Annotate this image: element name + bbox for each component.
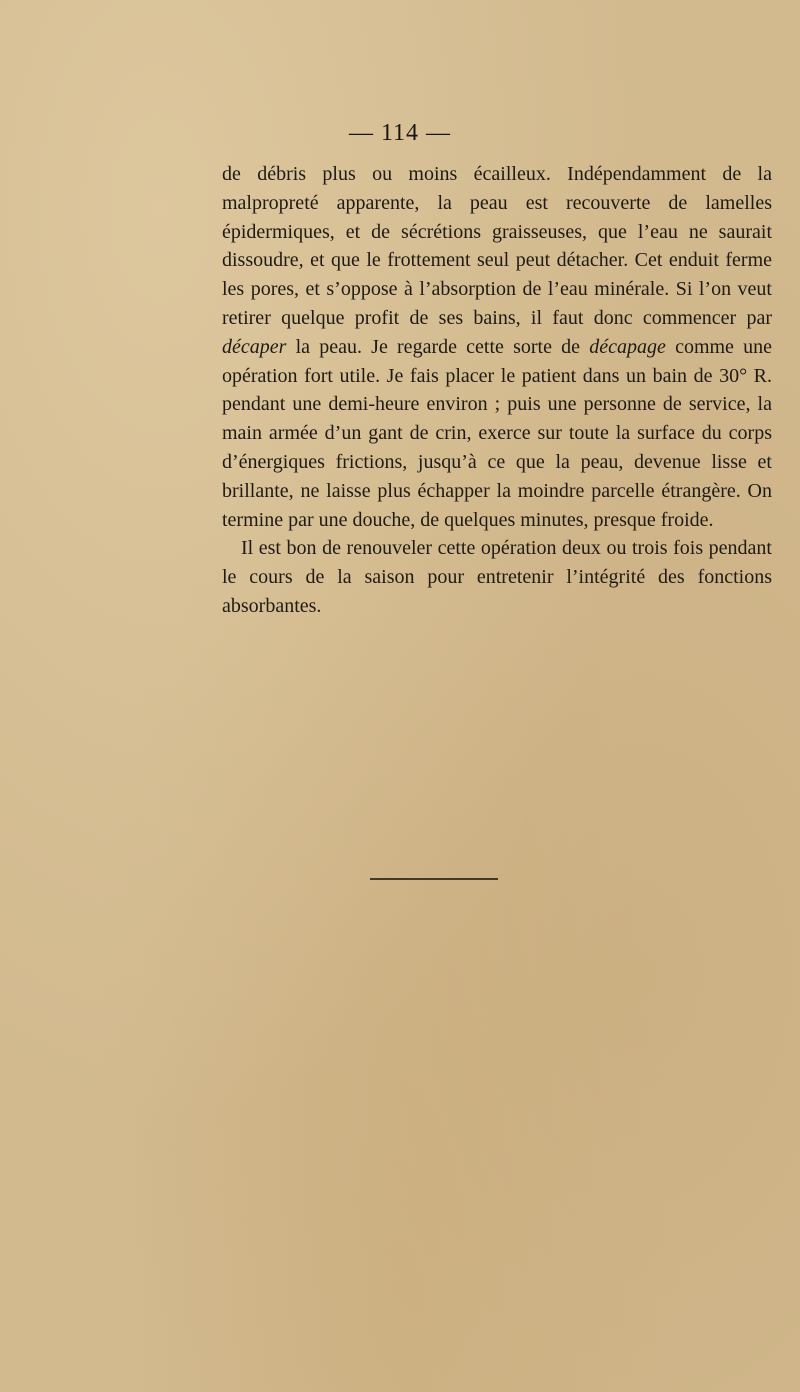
emphasis-decaper: décaper	[222, 335, 287, 358]
paragraph-1-part-c: comme une opération fort utile. Je fais placer le patient dans un bain de 30° R. pendant une demi-heure environ ; puis une personne de service, la main armée d’un gant de crin, exerce sur toute la surface du corps d’énergiques frictions, jusqu’à ce que la peau, devenue lisse et brillante, ne laisse plus échapper la moindre parcelle étrangère. On termine par une douche, de quelques minutes, presque froide.	[222, 335, 772, 531]
paragraph-1-part-a: de débris plus ou moins écailleux. Indépendamment de la malpropreté apparente, la peau est recouverte de lamelles épidermiques, et de sécrétions graisseuses, que l’eau ne saurait dissoudre, et que le frottement seul peut détacher. Cet enduit ferme les pores, et s’oppose à l’absorption de l’eau minérale. Si l’on veut retirer quelque profit de ses bains, il faut donc commencer par	[222, 163, 772, 329]
body-text	[222, 160, 772, 621]
emphasis-decapage: décapage	[589, 335, 666, 358]
paragraph-2: Il est bon de renouveler cette opération deux ou trois fois pendant le cours de la saison pour entretenir l’intégrité des fonctions absorbantes.	[222, 537, 772, 617]
section-divider	[370, 878, 498, 880]
paragraph-1-part-b: la peau. Je regarde cette sorte de	[286, 335, 590, 358]
paragraph-1	[222, 160, 772, 534]
page-number: — 114 —	[348, 120, 452, 146]
